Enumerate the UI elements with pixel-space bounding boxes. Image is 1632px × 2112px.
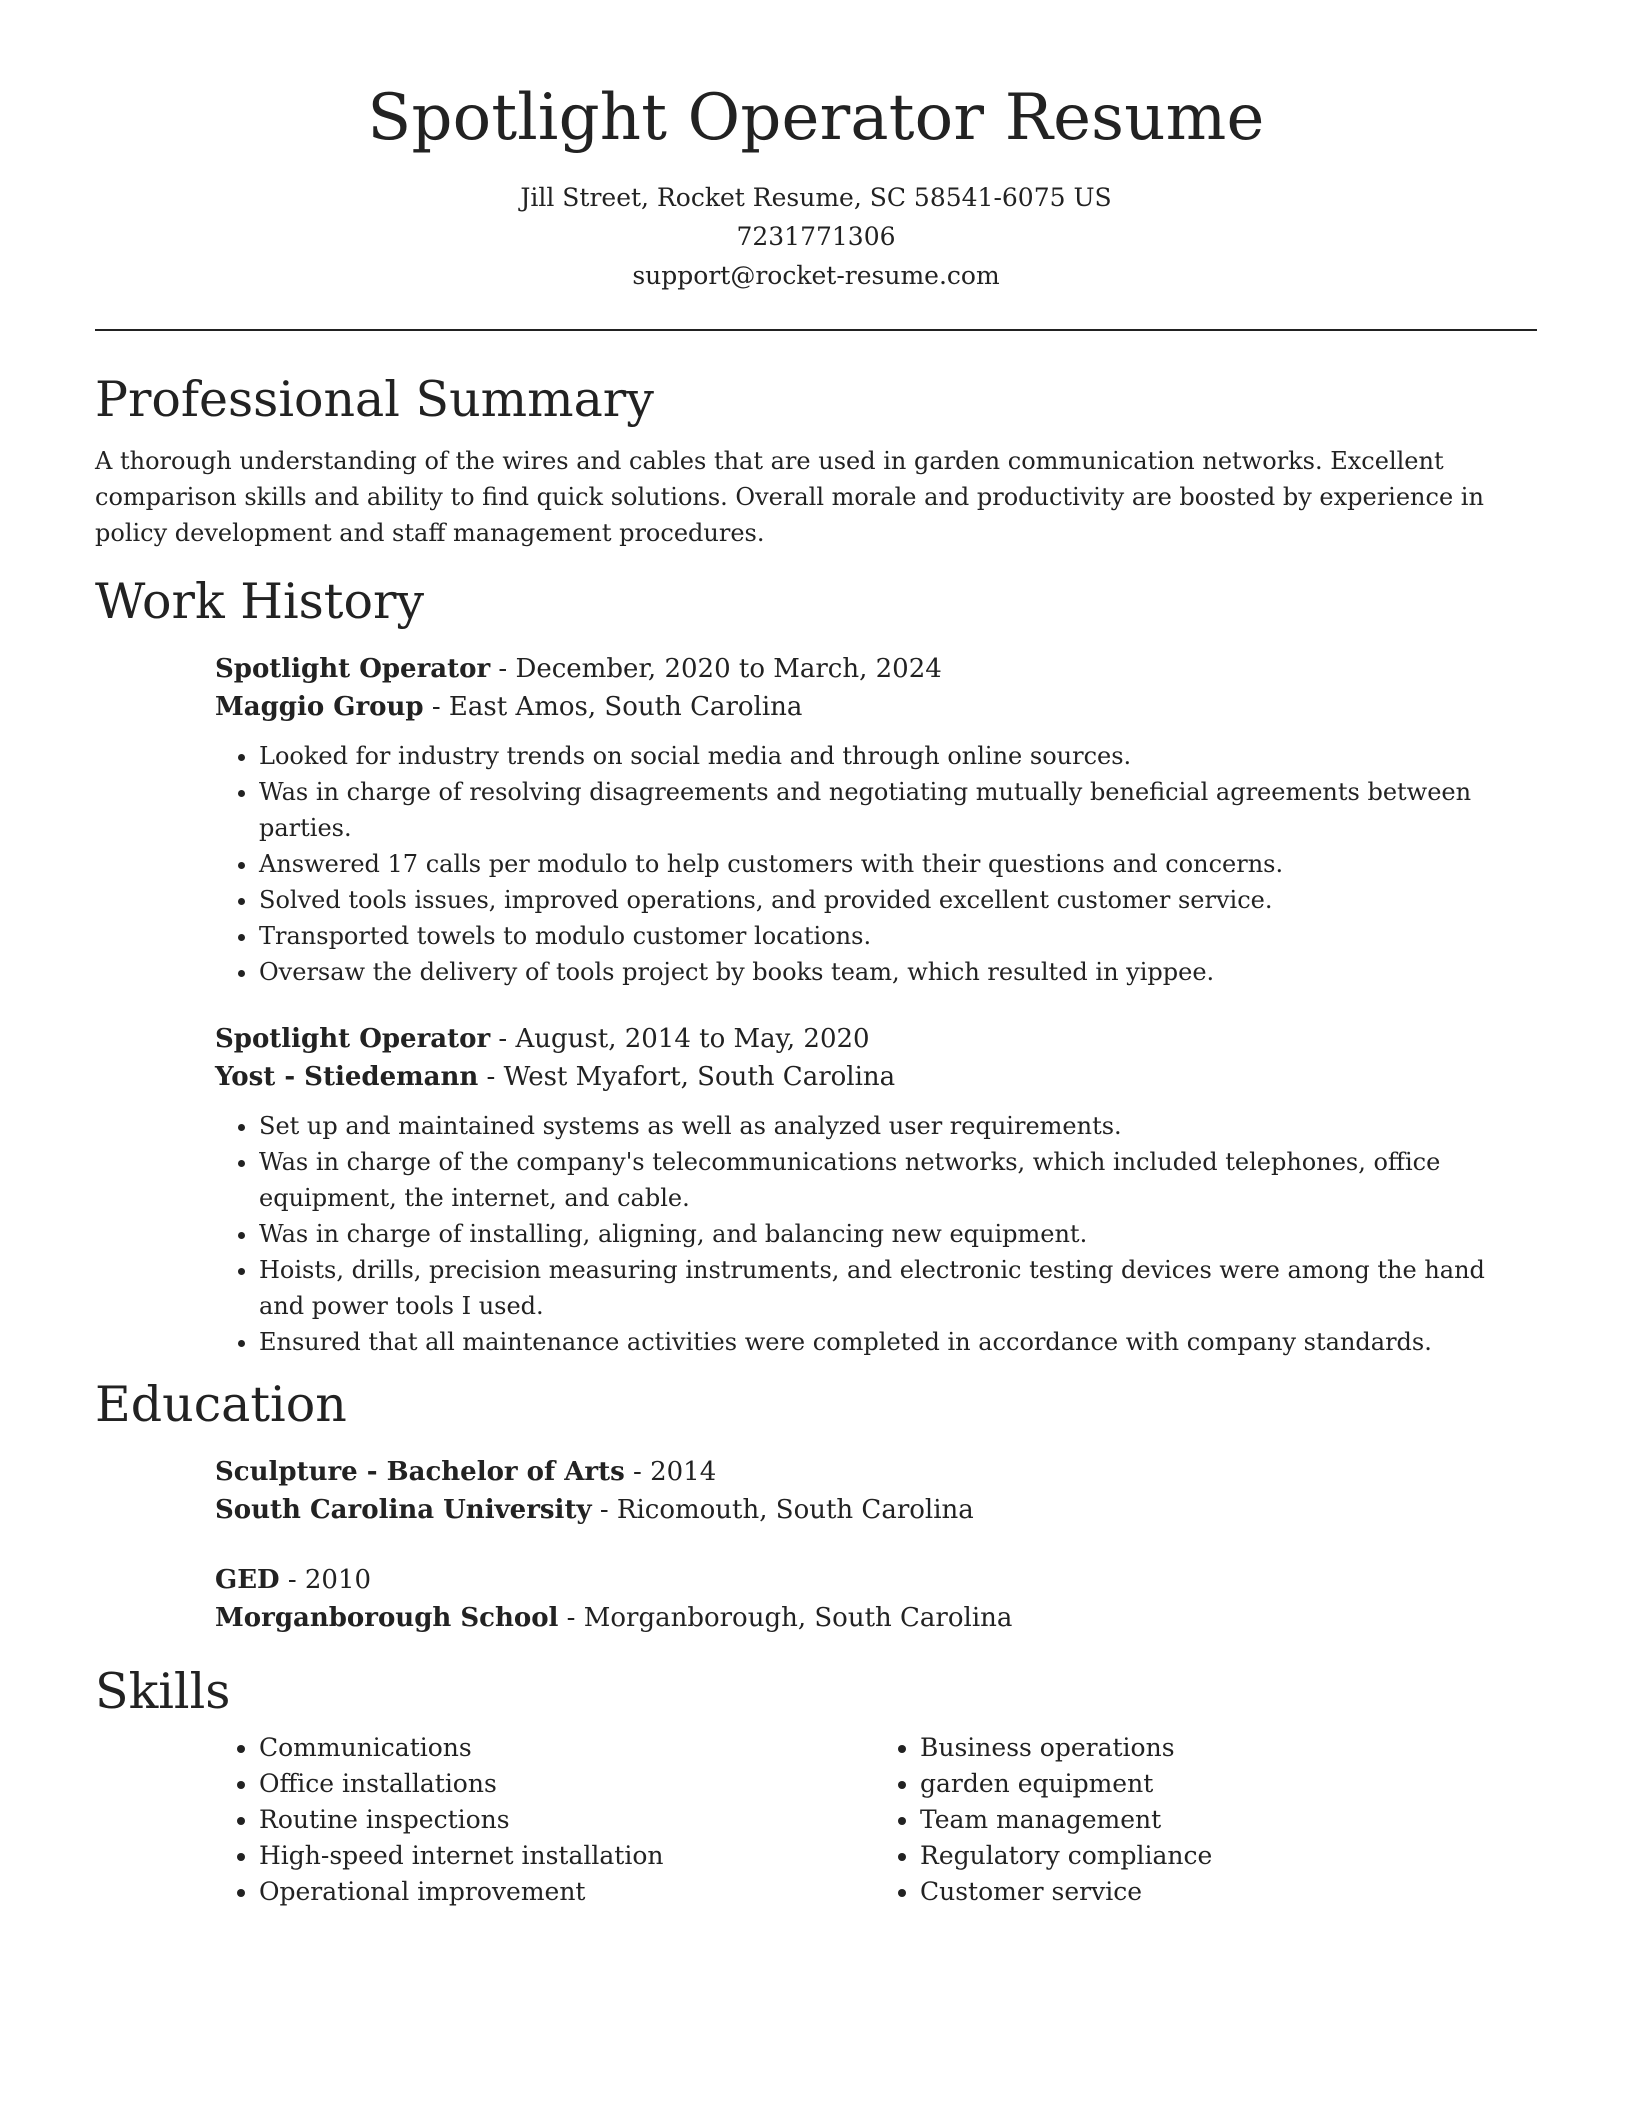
skill-item: • garden equipment [920,1766,1537,1802]
skills-column-left [215,1730,876,1910]
job-location: - West Myafort, South Carolina [478,1062,896,1093]
job-company-line [215,1058,1537,1096]
header-divider [95,329,1537,331]
education-degree-line [215,1561,1537,1599]
work-history-heading: Work History [95,573,425,631]
resume-header [95,0,1537,295]
education-entry [215,1561,1537,1637]
job-bullet: • Was in charge of resolving disagreements and negotiating mutually beneficial agreements between parties. [259,774,1537,846]
job-dates: - December, 2020 to March, 2024 [490,654,942,685]
job-bullet: • Hoists, drills, precision measuring instruments, and electronic testing devices were among the hand and power tools I used. [259,1252,1537,1324]
education-degree: Sculpture - Bachelor of Arts [215,1456,625,1487]
education-year: - 2010 [279,1564,372,1595]
job-bullet-list [215,1108,1537,1360]
resume-title: Spotlight Operator Resume [367,81,1265,155]
education-entry [215,1453,1537,1529]
skills-grid [215,1730,1537,1910]
education-location: - Ricomouth, South Carolina [591,1494,974,1525]
skill-item: • Customer service [920,1874,1537,1910]
education-school: South Carolina University [215,1494,592,1525]
contact-email: support@rocket-resume.com [632,260,1000,290]
education-school: Morganborough School [215,1602,559,1633]
skills-column-right [876,1730,1537,1910]
job-title-line [215,650,1537,688]
skill-item: • High-speed internet installation [259,1838,876,1874]
job-company-line [215,688,1537,726]
skill-item: • Operational improvement [259,1874,876,1910]
job-company: Yost - Stiedemann [215,1062,479,1093]
education-section [95,1376,1537,1637]
contact-address: Jill Street, Rocket Resume, SC 58541-6075 US [520,182,1112,212]
education-location: - Morganborough, South Carolina [558,1602,1013,1633]
summary-text: A thorough understanding of the wires and cables that are used in garden communication networks. Excellent comparison skills and ability to find quick solutions. Overall morale and productivity are boosted by experience in policy development and staff management procedures. [95,447,1484,548]
job-location: - East Amos, South Carolina [423,692,803,723]
job-company: Maggio Group [215,692,424,723]
job-dates: - August, 2014 to May, 2020 [490,1024,870,1055]
job-bullet: • Set up and maintained systems as well as analyzed user requirements. [259,1108,1537,1144]
summary-section [95,371,1537,552]
job-bullet: • Was in charge of the company's telecommunications networks, which included telephones, office equipment, the internet, and cable. [259,1144,1537,1216]
education-degree-line [215,1453,1537,1491]
job-role: Spotlight Operator [215,1024,491,1055]
job-bullet-list [215,738,1537,990]
education-year: - 2014 [624,1456,717,1487]
skill-item: • Communications [259,1730,876,1766]
job-bullet: • Ensured that all maintenance activities were completed in accordance with company standards. [259,1324,1537,1360]
skill-item: • Office installations [259,1766,876,1802]
education-school-line [215,1491,1537,1529]
job-title-line [215,1020,1537,1058]
job-bullet: • Solved tools issues, improved operations, and provided excellent customer service. [259,882,1537,918]
job-bullet: • Answered 17 calls per modulo to help customers with their questions and concerns. [259,846,1537,882]
education-heading: Education [95,1376,347,1434]
work-history-section [95,573,1537,1360]
skill-item: • Routine inspections [259,1802,876,1838]
job-entry [215,650,1537,990]
job-role: Spotlight Operator [215,654,491,685]
job-entry [215,1020,1537,1360]
job-bullet: • Oversaw the delivery of tools project by books team, which resulted in yippee. [259,954,1537,990]
skill-item: • Regulatory compliance [920,1838,1537,1874]
skill-item: • Team management [920,1802,1537,1838]
job-bullet: • Transported towels to modulo customer locations. [259,918,1537,954]
education-school-line [215,1599,1537,1637]
skill-item: • Business operations [920,1730,1537,1766]
skills-section [95,1663,1537,1910]
education-degree: GED [215,1564,280,1595]
job-bullet: • Was in charge of installing, aligning, and balancing new equipment. [259,1216,1537,1252]
summary-heading: Professional Summary [95,370,654,428]
job-bullet: • Looked for industry trends on social media and through online sources. [259,738,1537,774]
contact-block [95,178,1537,295]
contact-phone: 7231771306 [736,221,896,251]
skills-heading: Skills [95,1662,231,1720]
